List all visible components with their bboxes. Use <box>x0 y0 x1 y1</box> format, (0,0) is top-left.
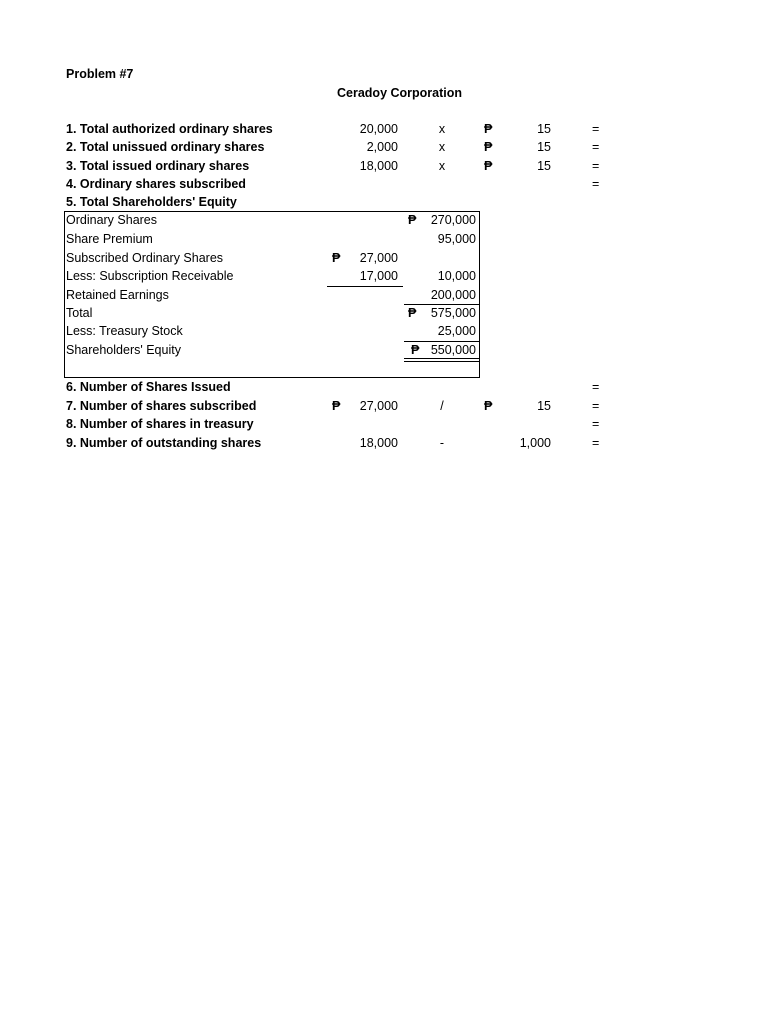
peso-sign: ₱ <box>484 122 493 136</box>
item-label: 8. Number of shares in treasury <box>66 417 254 431</box>
item-qty: 2,000 <box>366 140 398 154</box>
item-label: 3. Total issued ordinary shares <box>66 159 250 173</box>
company-name: Ceradoy Corporation <box>337 86 463 100</box>
item-label: 5. Total Shareholders' Equity <box>66 195 237 209</box>
item-label: 4. Ordinary shares subscribed <box>66 177 246 191</box>
item-amount: 27,000 <box>359 399 398 413</box>
item-operator: x <box>438 159 446 173</box>
peso-sign: ₱ <box>484 399 493 413</box>
subscribed-shares-amount: 27,000 <box>359 251 398 265</box>
equals-sign: = <box>592 159 600 173</box>
item-qty: 18,000 <box>359 436 398 450</box>
item-price: 1,000 <box>519 436 551 450</box>
equals-sign: = <box>592 380 600 394</box>
share-premium-amount: 95,000 <box>437 232 476 246</box>
peso-sign: ₱ <box>332 251 341 265</box>
item-label: 1. Total authorized ordinary shares <box>66 122 273 136</box>
shareholders-equity-amount: 550,000 <box>430 343 476 357</box>
subscribed-net-amount: 10,000 <box>437 269 476 283</box>
item-qty: 20,000 <box>359 122 398 136</box>
ordinary-shares-label: Ordinary Shares <box>66 213 158 227</box>
item-label: 2. Total unissued ordinary shares <box>66 140 265 154</box>
treasury-stock-label: Less: Treasury Stock <box>66 324 183 338</box>
item-price: 15 <box>537 122 551 136</box>
item-price: 15 <box>537 140 551 154</box>
double-underline <box>404 358 480 359</box>
equals-sign: = <box>592 399 600 413</box>
subscription-receivable-label: Less: Subscription Receivable <box>66 269 234 283</box>
retained-earnings-amount: 200,000 <box>430 288 476 302</box>
subscription-receivable-amount: 17,000 <box>359 269 398 283</box>
item-operator: / <box>440 399 444 413</box>
retained-earnings-label: Retained Earnings <box>66 288 169 302</box>
equals-sign: = <box>592 177 600 191</box>
item-operator: - <box>439 436 445 450</box>
item-operator: x <box>438 122 446 136</box>
item-label: 7. Number of shares subscribed <box>66 399 257 413</box>
peso-sign: ₱ <box>484 159 493 173</box>
equals-sign: = <box>592 436 600 450</box>
double-underline <box>404 361 480 362</box>
peso-sign: ₱ <box>408 306 417 320</box>
problem-title: Problem #7 <box>66 67 134 81</box>
equals-sign: = <box>592 122 600 136</box>
item-label: 6. Number of Shares Issued <box>66 380 231 394</box>
share-premium-label: Share Premium <box>66 232 153 246</box>
peso-sign: ₱ <box>411 343 420 357</box>
item-price: 15 <box>537 159 551 173</box>
equals-sign: = <box>592 140 600 154</box>
total-label: Total <box>66 306 93 320</box>
equals-sign: = <box>592 417 600 431</box>
underline <box>327 286 403 287</box>
treasury-stock-amount: 25,000 <box>437 324 476 338</box>
peso-sign: ₱ <box>408 213 417 227</box>
item-qty: 18,000 <box>359 159 398 173</box>
item-price: 15 <box>537 399 551 413</box>
total-amount: 575,000 <box>430 306 476 320</box>
subscribed-shares-label: Subscribed Ordinary Shares <box>66 251 224 265</box>
peso-sign: ₱ <box>332 399 341 413</box>
ordinary-shares-amount: 270,000 <box>430 213 476 227</box>
peso-sign: ₱ <box>484 140 493 154</box>
item-label: 9. Number of outstanding shares <box>66 436 262 450</box>
item-operator: x <box>438 140 446 154</box>
shareholders-equity-label: Shareholders' Equity <box>66 343 181 357</box>
